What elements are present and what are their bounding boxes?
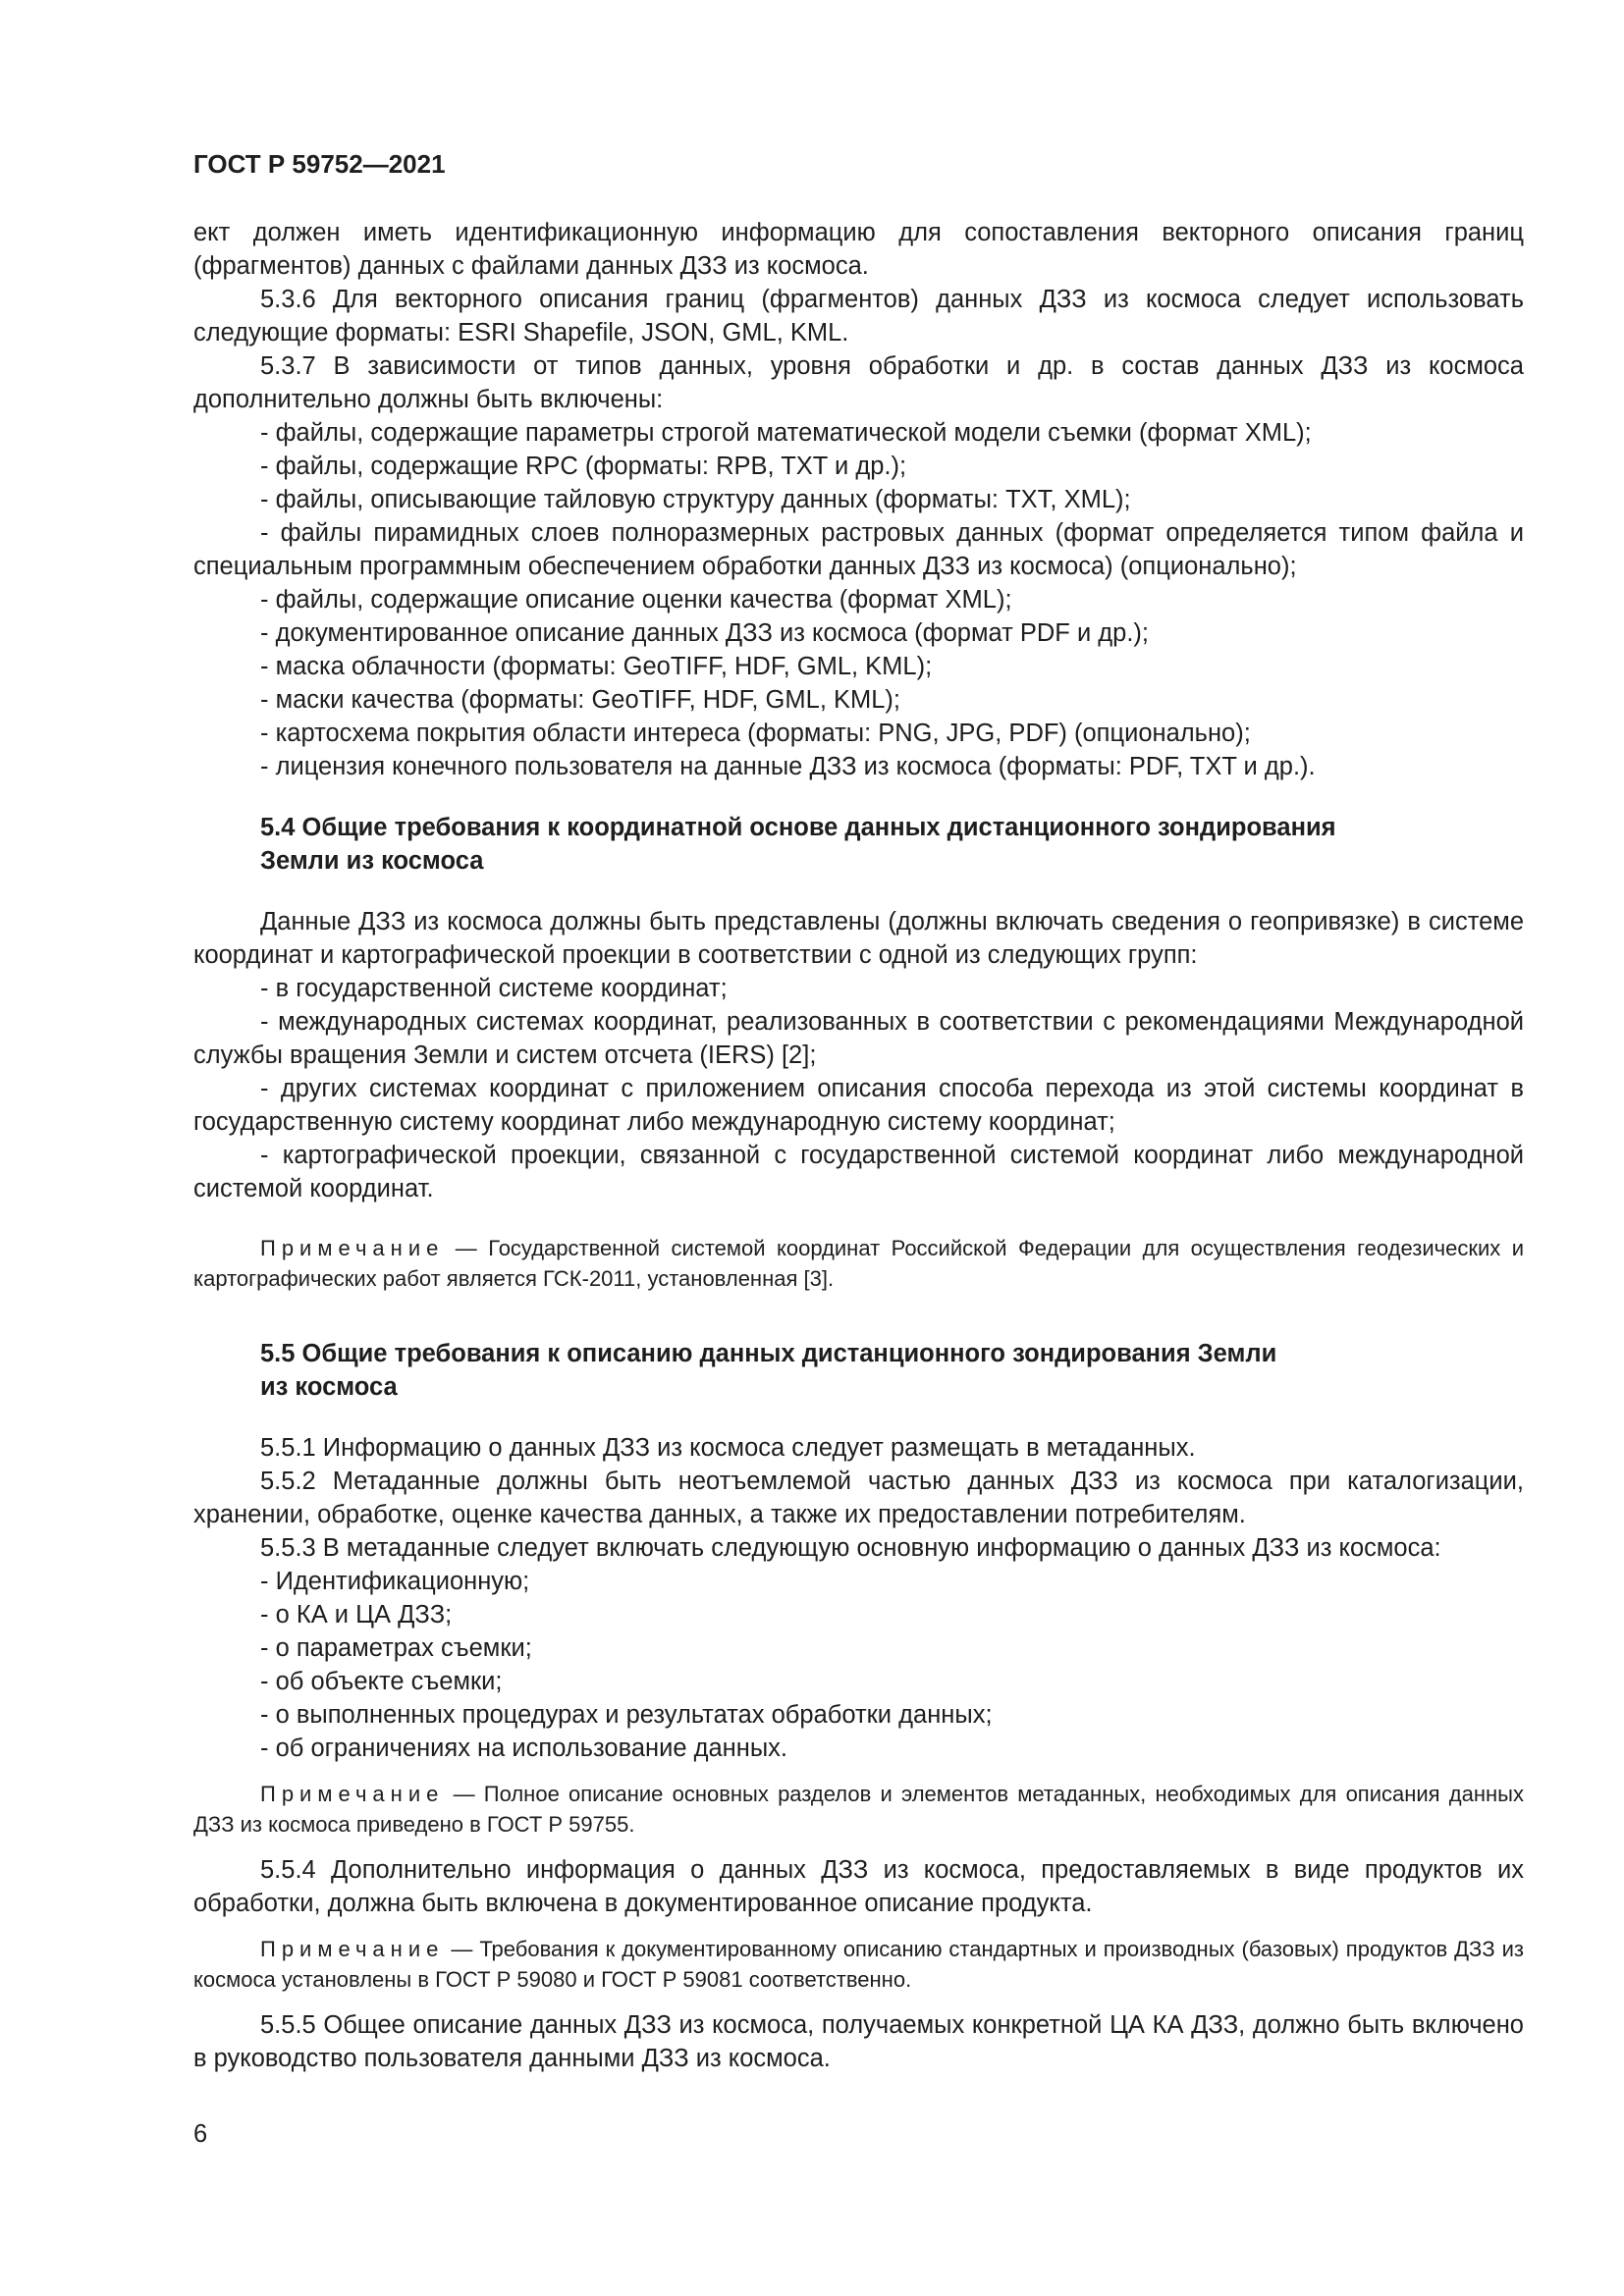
list-item: - файлы, содержащие RPC (форматы: RPB, TXT и др.);: [260, 453, 907, 480]
note: [193, 1233, 1524, 1294]
note-text: — Государственной системой координат Российской Федерации для осуществления геодезических и картографических работ является ГСК-2011, установленная [3].: [193, 1236, 1524, 1291]
paragraph: Данные ДЗЗ из космоса должны быть представлены (должны включать сведения о геопривязке) в системе координат и картографической проекции в соответствии с одной из следующих групп:: [193, 908, 1524, 969]
note-text: — Полное описание основных разделов и элементов метаданных, необходимых для описания данных ДЗЗ из космоса приведено в ГОСТ Р 59755.: [193, 1782, 1524, 1837]
paragraph: ект должен иметь идентификационную информацию для сопоставления векторного описания границ (фрагментов) данных с файлами данных ДЗЗ из космоса.: [193, 219, 1524, 280]
section-heading-line: 5.5 Общие требования к описанию данных дистанционного зондирования Земли: [260, 1340, 1277, 1367]
paragraph: 5.5.4 Дополнительно информация о данных ДЗЗ из космоса, предоставляемых в виде продуктов их обработки, должна быть включена в документированное описание продукта.: [193, 1856, 1524, 1917]
note: [193, 1779, 1524, 1840]
block-gap: [193, 1205, 1524, 1233]
block-gap: [193, 1404, 1524, 1431]
note-label: Примечание: [260, 1782, 445, 1806]
list-item: - файлы, описывающие тайловую структуру данных (форматы: TXT, XML);: [260, 486, 1131, 513]
block-gap: [193, 878, 1524, 905]
block-gap: [193, 783, 1524, 811]
paragraph: 5.3.7 В зависимости от типов данных, уровня обработки и др. в состав данных ДЗЗ из космоса дополнительно должны быть включены:: [193, 352, 1524, 413]
list-item: - о КА и ЦА ДЗЗ;: [260, 1601, 453, 1629]
list-item: - об ограничениях на использование данных.: [260, 1735, 788, 1762]
paragraph: 5.5.2 Метаданные должны быть неотъемлемой частью данных ДЗЗ из космоса при каталогизации, хранении, обработке, оценке качества данных, а также их предоставлении потребителям.: [193, 1468, 1524, 1528]
note: [193, 1934, 1524, 1995]
document-body: [193, 216, 1524, 2075]
block-gap: [193, 1995, 1524, 2008]
list-item: - маски качества (форматы: GeoTIFF, HDF, GML, KML);: [260, 686, 900, 714]
block-gap: [193, 1294, 1524, 1337]
paragraph: 5.5.5 Общее описание данных ДЗЗ из космоса, получаемых конкретной ЦА КА ДЗЗ, должно быть включено в руководство пользователя данными ДЗЗ из космоса.: [193, 2011, 1524, 2072]
section-heading-line: Земли из космоса: [260, 847, 484, 875]
list-item: - о параметрах съемки;: [260, 1634, 532, 1662]
list-item: - об объекте съемки;: [260, 1668, 503, 1695]
list-item: - картосхема покрытия области интереса (форматы: PNG, JPG, PDF) (опционально);: [260, 720, 1251, 747]
section-heading: [193, 1337, 1524, 1404]
block-gap: [193, 1765, 1524, 1779]
list-item: - картографической проекции, связанной с государственной системой координат либо международной системой координат.: [193, 1142, 1524, 1202]
paragraph: 5.3.6 Для векторного описания границ (фрагментов) данных ДЗЗ из космоса следует использовать следующие форматы: ESRI Shapefile, JSON, GML, KML.: [193, 286, 1524, 347]
list-item: - о выполненных процедурах и результатах обработки данных;: [260, 1701, 993, 1729]
list-item: - файлы, содержащие описание оценки качества (формат XML);: [260, 586, 1012, 614]
list-item: - файлы пирамидных слоев полноразмерных растровых данных (формат определяется типом файла и специальным программным обеспечением обработки данных ДЗЗ из космоса) (опционально);: [193, 519, 1524, 580]
section-heading-line: из космоса: [260, 1373, 398, 1401]
document-header: ГОСТ Р 59752—2021: [193, 149, 446, 179]
note-text: — Требования к документированному описанию стандартных и производных (базовых) продуктов ДЗЗ из космоса установлены в ГОСТ Р 59080 и ГОСТ Р 59081 соответственно.: [193, 1937, 1524, 1992]
paragraph: 5.5.1 Информацию о данных ДЗЗ из космоса следует размещать в метаданных.: [260, 1434, 1196, 1462]
list-item: - лицензия конечного пользователя на данные ДЗЗ из космоса (форматы: PDF, TXT и др.).: [260, 753, 1316, 780]
list-item: - файлы, содержащие параметры строгой математической модели съемки (формат XML);: [260, 419, 1312, 447]
list-item: - документированное описание данных ДЗЗ из космоса (формат PDF и др.);: [260, 619, 1150, 647]
section-heading: [193, 811, 1524, 878]
page-number: 6: [193, 2120, 208, 2148]
list-item: - Идентификационную;: [260, 1568, 530, 1595]
block-gap: [193, 1920, 1524, 1934]
list-item: - маска облачности (форматы: GeoTIFF, HDF, GML, KML);: [260, 653, 933, 680]
paragraph: 5.5.3 В метаданные следует включать следующую основную информацию о данных ДЗЗ из космоса:: [260, 1534, 1441, 1562]
list-item: - других системах координат с приложением описания способа перехода из этой системы координат в государственную систему координат либо международную систему координат;: [193, 1075, 1524, 1136]
section-heading-line: 5.4 Общие требования к координатной основе данных дистанционного зондирования: [260, 814, 1336, 841]
block-gap: [193, 1840, 1524, 1853]
note-label: Примечание: [260, 1236, 445, 1260]
list-item: - международных системах координат, реализованных в соответствии с рекомендациями Международной службы вращения Земли и систем отсчета (IERS) [2];: [193, 1008, 1524, 1069]
list-item: - в государственной системе координат;: [260, 975, 728, 1002]
note-label: Примечание: [260, 1937, 445, 1961]
